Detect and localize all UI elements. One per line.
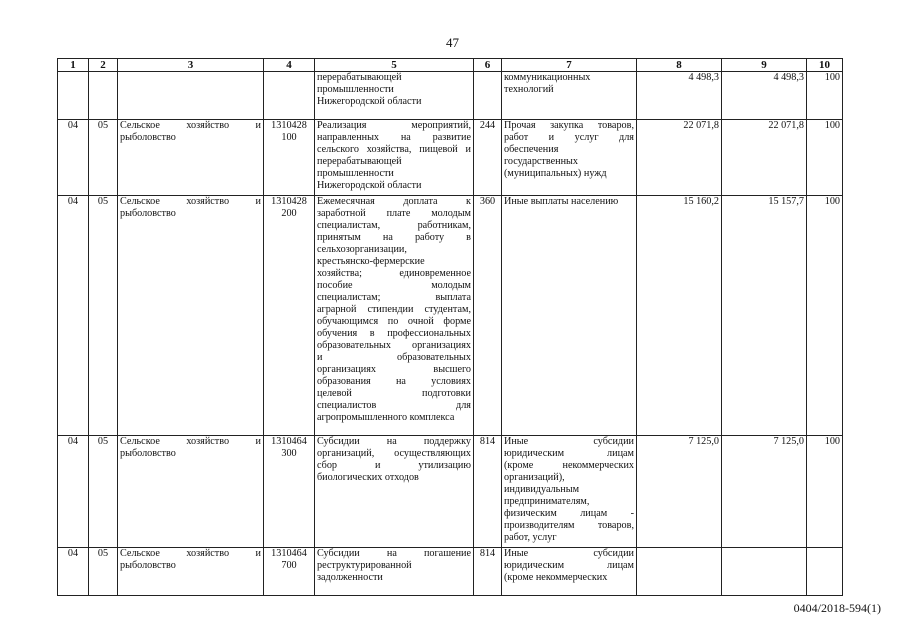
- expense-type-name-cell: [502, 72, 637, 120]
- column-header-4: 4: [264, 59, 315, 72]
- cell-text-line: рыболовство: [120, 208, 176, 219]
- cell-text-line: хозяйства; единовременное: [317, 268, 471, 279]
- cell-text-line: технологий: [504, 84, 554, 95]
- cell-text-line: специалистов для: [317, 400, 471, 411]
- target-article-name-cell: [315, 72, 474, 120]
- planned-amount-cell: 4 498,3: [637, 72, 722, 120]
- cell-text-line: аграрной стипендии студентам,: [317, 304, 471, 315]
- cell-text-line: 700: [281, 560, 297, 571]
- table-row: [58, 196, 843, 436]
- target-article-cell: [264, 72, 315, 120]
- cell-text-line: агропромышленного комплекса: [317, 412, 455, 423]
- section-code-cell: [58, 72, 89, 120]
- cell-text-line: работ и услуг для: [504, 132, 634, 143]
- cell-text-line: Сельское хозяйство и: [120, 196, 261, 207]
- table-row: [58, 120, 843, 196]
- planned-amount-cell: 15 160,2: [637, 196, 722, 436]
- expense-type-cell: 814: [474, 548, 502, 596]
- cell-text-line: индивидуальным: [504, 484, 580, 495]
- budget-table: [57, 58, 843, 596]
- cell-text-line: предпринимателям,: [504, 496, 590, 507]
- planned-amount-cell: 22 071,8: [637, 120, 722, 196]
- cell-text-line: организациях высшего: [317, 364, 471, 375]
- section-name-cell: [118, 548, 264, 596]
- subsection-code-cell: 05: [89, 436, 118, 548]
- cell-text-line: промышленности: [317, 84, 394, 95]
- cell-text-line: перерабатывающей: [317, 156, 402, 167]
- cell-text-line: 1310464: [271, 436, 307, 447]
- column-header-2: 2: [89, 59, 118, 72]
- cell-text-line: Ежемесячная доплата к: [317, 196, 471, 207]
- column-header-7: 7: [502, 59, 637, 72]
- executed-amount-cell: 22 071,8: [722, 120, 807, 196]
- cell-text-line: организаций, осуществляющих: [317, 448, 471, 459]
- planned-amount-cell: [637, 548, 722, 596]
- section-code-cell: 04: [58, 436, 89, 548]
- cell-text-line: рыболовство: [120, 448, 176, 459]
- cell-text-line: биологических отходов: [317, 472, 419, 483]
- cell-text-line: рыболовство: [120, 560, 176, 571]
- column-header-8: 8: [637, 59, 722, 72]
- execution-percent-cell: [807, 548, 843, 596]
- cell-text-line: обучения в профессиональных: [317, 328, 471, 339]
- cell-text-line: перерабатывающей: [317, 72, 402, 83]
- cell-text-line: пособие молодым: [317, 280, 471, 291]
- cell-text-line: государственных: [504, 156, 578, 167]
- cell-text-line: Сельское хозяйство и: [120, 120, 261, 131]
- target-article-cell: [264, 436, 315, 548]
- section-code-cell: 04: [58, 196, 89, 436]
- section-name-cell: [118, 72, 264, 120]
- cell-text-line: промышленности: [317, 168, 394, 179]
- cell-text-line: 1310464: [271, 548, 307, 559]
- cell-text-line: производителям товаров,: [504, 520, 634, 531]
- column-header-5: 5: [315, 59, 474, 72]
- cell-text-line: специалистам, работникам,: [317, 220, 471, 231]
- subsection-code-cell: 05: [89, 548, 118, 596]
- expense-type-name-cell: [502, 196, 637, 436]
- expense-type-name-cell: [502, 548, 637, 596]
- cell-text-line: сбор и утилизацию: [317, 460, 471, 471]
- execution-percent-cell: 100: [807, 196, 843, 436]
- execution-percent-cell: 100: [807, 72, 843, 120]
- cell-text-line: (кроме некоммерческих: [504, 572, 608, 583]
- column-header-3: 3: [118, 59, 264, 72]
- column-header-10: 10: [807, 59, 843, 72]
- target-article-name-cell: [315, 548, 474, 596]
- cell-text-line: (муниципальных) нужд: [504, 168, 607, 179]
- subsection-code-cell: 05: [89, 196, 118, 436]
- cell-text-line: юридическим лицам: [504, 560, 634, 571]
- cell-text-line: Сельское хозяйство и: [120, 436, 261, 447]
- executed-amount-cell: 7 125,0: [722, 436, 807, 548]
- cell-text-line: Иные субсидии: [504, 436, 634, 447]
- target-article-name-cell: [315, 436, 474, 548]
- page-number: 47: [446, 35, 459, 50]
- cell-text-line: 1310428: [271, 196, 307, 207]
- expense-type-cell: 814: [474, 436, 502, 548]
- cell-text-line: целевой подготовки: [317, 388, 471, 399]
- table-body: [58, 72, 843, 596]
- cell-text-line: задолженности: [317, 572, 383, 583]
- section-code-cell: 04: [58, 120, 89, 196]
- cell-text-line: заработной плате молодым: [317, 208, 471, 219]
- expense-type-name-cell: [502, 436, 637, 548]
- target-article-name-cell: [315, 196, 474, 436]
- cell-text-line: 300: [281, 448, 297, 459]
- executed-amount-cell: [722, 548, 807, 596]
- column-header-1: 1: [58, 59, 89, 72]
- cell-text-line: коммуникационных: [504, 72, 591, 83]
- cell-text-line: принятым на работу в: [317, 232, 471, 243]
- executed-amount-cell: 15 157,7: [722, 196, 807, 436]
- section-name-cell: [118, 196, 264, 436]
- cell-text-line: физическим лицам -: [504, 508, 634, 519]
- cell-text-line: Прочая закупка товаров,: [504, 120, 634, 131]
- cell-text-line: образовательных организациях: [317, 340, 471, 351]
- cell-text-line: организаций),: [504, 472, 565, 483]
- target-article-cell: [264, 120, 315, 196]
- column-header-9: 9: [722, 59, 807, 72]
- cell-text-line: и образовательных: [317, 352, 471, 363]
- cell-text-line: сельского хозяйства, пищевой и: [317, 144, 471, 155]
- section-code-cell: 04: [58, 548, 89, 596]
- cell-text-line: обучающимся по очной форме: [317, 316, 471, 327]
- target-article-cell: [264, 196, 315, 436]
- cell-text-line: 1310428: [271, 120, 307, 131]
- section-name-cell: [118, 436, 264, 548]
- cell-text-line: 100: [281, 132, 297, 143]
- column-header-6: 6: [474, 59, 502, 72]
- subsection-code-cell: [89, 72, 118, 120]
- cell-text-line: сельхозорганизации,: [317, 244, 407, 255]
- cell-text-line: Иные выплаты населению: [504, 196, 619, 207]
- cell-text-line: Субсидии на погашение: [317, 548, 471, 559]
- cell-text-line: Субсидии на поддержку: [317, 436, 471, 447]
- cell-text-line: образования на условиях: [317, 376, 471, 387]
- table-row: [58, 72, 843, 120]
- execution-percent-cell: 100: [807, 120, 843, 196]
- cell-text-line: реструктурированной: [317, 560, 412, 571]
- expense-type-cell: 244: [474, 120, 502, 196]
- expense-type-name-cell: [502, 120, 637, 196]
- planned-amount-cell: 7 125,0: [637, 436, 722, 548]
- cell-text-line: юридическим лицам: [504, 448, 634, 459]
- cell-text-line: крестьянско-фермерские: [317, 256, 425, 267]
- table-row: [58, 436, 843, 548]
- cell-text-line: специалистам; выплата: [317, 292, 471, 303]
- execution-percent-cell: 100: [807, 436, 843, 548]
- cell-text-line: рыболовство: [120, 132, 176, 143]
- cell-text-line: (кроме некоммерческих: [504, 460, 634, 471]
- target-article-name-cell: [315, 120, 474, 196]
- table-row: [58, 548, 843, 596]
- section-name-cell: [118, 120, 264, 196]
- cell-text-line: работ, услуг: [504, 532, 557, 543]
- executed-amount-cell: 4 498,3: [722, 72, 807, 120]
- cell-text-line: направленных на развитие: [317, 132, 471, 143]
- document-code: 0404/2018-594(1): [793, 601, 881, 615]
- expense-type-cell: 360: [474, 196, 502, 436]
- cell-text-line: Нижегородской области: [317, 180, 422, 191]
- cell-text-line: обеспечения: [504, 144, 559, 155]
- cell-text-line: Сельское хозяйство и: [120, 548, 261, 559]
- table-header-row: [58, 59, 843, 72]
- cell-text-line: Нижегородской области: [317, 96, 422, 107]
- subsection-code-cell: 05: [89, 120, 118, 196]
- cell-text-line: 200: [281, 208, 297, 219]
- target-article-cell: [264, 548, 315, 596]
- cell-text-line: Реализация мероприятий,: [317, 120, 471, 131]
- expense-type-cell: [474, 72, 502, 120]
- cell-text-line: Иные субсидии: [504, 548, 634, 559]
